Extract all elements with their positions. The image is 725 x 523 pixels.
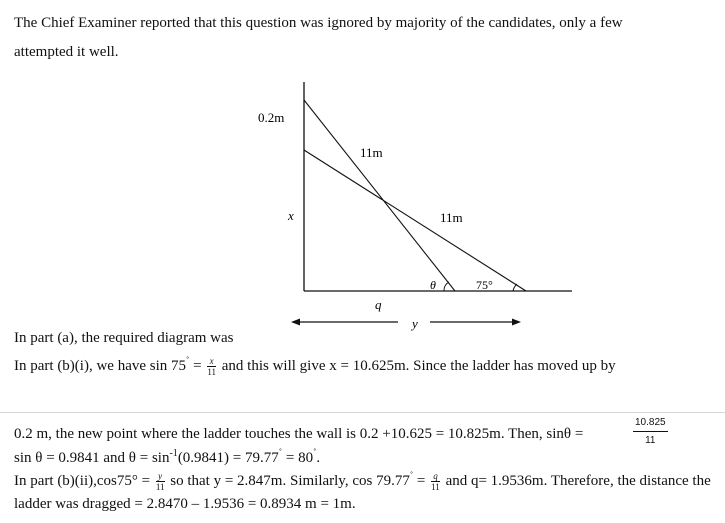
fraction-x-over-11 <box>207 356 216 377</box>
equals-sign: = <box>193 357 202 374</box>
line-2-post: = 80 <box>282 450 314 466</box>
intro-line-2: attempted it well. <box>14 44 119 60</box>
ladder-new-position <box>304 100 455 291</box>
fraction-denominator: 11 <box>431 482 440 492</box>
label-top-offset: 0.2m <box>258 110 285 125</box>
continuation-line-2 <box>14 449 320 467</box>
part-b-i-post: and this will give x = 10.625m. Since the ladder has moved up by <box>221 357 616 374</box>
line-3-mid: so that y = 2.847m. Similarly, cos 79.77 <box>170 472 410 489</box>
line-3-pre: In part (b)(ii),cos75° = <box>14 472 151 489</box>
fraction-denominator: 11 <box>155 482 165 492</box>
continuation-line-1-text: 0.2 m, the new point where the ladder touches the wall is 0.2 +10.625 = 10.825m. Then, sinθ = <box>14 426 584 442</box>
line-2-end: . <box>316 450 321 466</box>
fraction-numerator: x <box>207 356 216 367</box>
line-2-mid: (0.9841) = 79.77 <box>177 450 279 466</box>
label-angle-75: 75° <box>476 278 493 292</box>
part-a-text: In part (a), the required diagram was <box>14 330 234 346</box>
equals-sign: = <box>416 472 426 489</box>
degree-symbol: ˚ <box>278 448 283 459</box>
line-3-post: and q= 1.9536m. Therefore, the distance the <box>445 472 711 489</box>
fraction-y-over-11 <box>156 471 165 492</box>
page-divider <box>0 412 725 413</box>
label-ladder-length-bottom: 11m <box>440 210 463 225</box>
fraction-10825-over-11 <box>633 417 668 447</box>
y-arrow-left-head <box>291 319 300 326</box>
continuation-line-3 <box>14 471 711 492</box>
fraction-denominator: 11 <box>645 435 656 446</box>
label-x: x <box>288 208 294 223</box>
y-arrow-right-head <box>512 319 521 326</box>
part-b-i-pre: In part (b)(i), we have sin 75 <box>14 357 187 374</box>
label-theta: θ <box>430 278 436 292</box>
theta-arc <box>444 282 449 291</box>
degree-symbol: ˚ <box>313 448 317 459</box>
fraction-numerator: y <box>156 471 165 482</box>
fraction-numerator: q <box>431 471 440 482</box>
intro-line-1: The Chief Examiner reported that this question was ignored by majority of the candidates, only a few <box>14 15 623 31</box>
fraction-denominator: 11 <box>207 367 217 377</box>
line-2-pre: sin θ = 0.9841 and θ = sin <box>14 450 170 466</box>
degree-symbol: ˚ <box>409 470 414 482</box>
label-q: q <box>375 297 382 312</box>
inverse-superscript: -1 <box>169 448 178 459</box>
ladder-original-position <box>304 150 526 291</box>
degree-symbol: ˚ <box>186 355 190 367</box>
continuation-line-1 <box>14 425 583 443</box>
part-b-i-line <box>14 356 616 377</box>
continuation-line-4: ladder was dragged = 2.8470 – 1.9536 = 0.8934 m = 1m. <box>14 496 356 512</box>
label-ladder-length-top: 11m <box>360 145 383 160</box>
fraction-numerator: 10.825 <box>633 417 668 432</box>
fraction-q-over-11 <box>431 471 440 492</box>
angle-75-arc <box>513 284 517 291</box>
label-y: y <box>412 316 418 331</box>
